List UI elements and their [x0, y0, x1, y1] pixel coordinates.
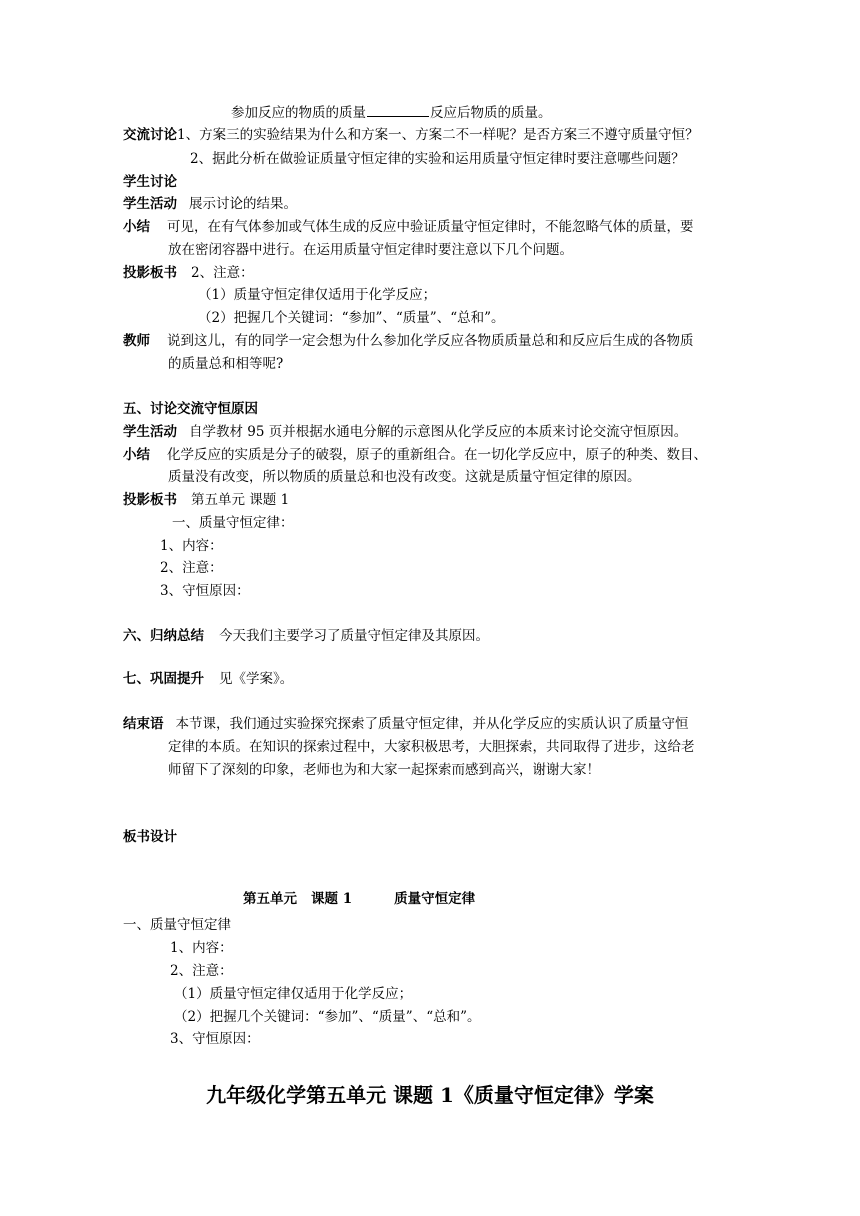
text-line — [123, 715, 689, 733]
text-segment: 化学反应的实质是分子的破裂，原子的重新组合。在一切化学反应中，原子的种类、数目、 — [167, 447, 707, 463]
text-line — [123, 126, 699, 144]
text-line: （2）把握几个关键词：“参加”、“质量”、“总和”。 — [198, 310, 505, 326]
board-topic: 质量守恒定律 — [394, 891, 476, 907]
text-line: 质量没有改变，所以物质的质量总和也没有改变。这就是质量守恒定律的原因。 — [168, 469, 641, 485]
text-line — [123, 218, 694, 236]
board-lesson: 课题 1 — [311, 891, 353, 907]
text-line — [123, 491, 289, 509]
text-segment: 第五单元 课题 1 — [191, 492, 290, 508]
section-heading: 七、巩固提升 — [123, 671, 204, 687]
text-segment: 自学教材 95 页并根据水通电分解的示意图从化学反应的本质来讨论交流守恒原因。 — [189, 424, 688, 440]
board-heading — [243, 890, 475, 908]
board-line: 1、内容： — [170, 940, 233, 956]
text-segment: 参加反应的物质的质量 — [231, 105, 366, 121]
text-line: （1）质量守恒定律仅适用于化学反应； — [198, 287, 437, 303]
text-line: 一、质量守恒定律： — [172, 515, 294, 531]
section-label: 小结 — [123, 219, 150, 235]
text-line — [123, 195, 297, 213]
text-segment: 可见，在有气体参加或气体生成的反应中验证质量守恒定律时，不能忽略气体的质量，要 — [167, 219, 694, 235]
section-label: 结束语 — [123, 716, 164, 732]
text-segment: 反应后物质的质量。 — [430, 105, 552, 121]
text-line — [231, 103, 552, 122]
fill-blank — [367, 103, 429, 117]
board-line: 2、注意： — [170, 963, 233, 979]
section-label: 教师 — [123, 333, 150, 349]
text-line — [123, 627, 489, 645]
text-line: 的质量总和相等呢? — [168, 356, 284, 372]
text-segment: 说到这儿，有的同学一定会想为什么参加化学反应各物质质量总和和反应后生成的各物质 — [167, 333, 694, 349]
text-line: 3、守恒原因： — [160, 583, 250, 599]
board-line: （1）质量守恒定律仅适用于化学反应； — [174, 986, 413, 1002]
text-line — [123, 332, 694, 350]
board-unit: 第五单元 — [243, 891, 297, 907]
section-label: 学生活动 — [123, 196, 177, 212]
text-line: 1、内容： — [160, 538, 223, 554]
section-label: 投影板书 — [123, 492, 177, 508]
board-line: 一、质量守恒定律 — [123, 917, 231, 933]
section-label: 学生活动 — [123, 424, 177, 440]
text-line: 2、注意： — [160, 560, 223, 576]
section-heading: 五、讨论交流守恒原因 — [123, 401, 258, 417]
text-segment: 今天我们主要学习了质量守恒定律及其原因。 — [219, 628, 489, 644]
document-title: 九年级化学第五单元 课题 1《质量守恒定律》学案 — [206, 1083, 654, 1107]
text-line: 放在密闭容器中进行。在运用质量守恒定律时要注意以下几个问题。 — [168, 242, 573, 258]
board-line: （2）把握几个关键词：“参加”、“质量”、“总和”。 — [174, 1009, 481, 1025]
section-heading: 板书设计 — [123, 829, 177, 845]
text-segment: 1、方案三的实验结果为什么和方案一、方案二不一样呢？是否方案三不遵守质量守恒？ — [177, 127, 699, 143]
text-line — [123, 264, 254, 282]
text-line: 定律的本质。在知识的探索过程中，大家积极思考，大胆探索，共同取得了进步，这给老 — [168, 739, 695, 755]
text-line: 2、据此分析在做验证质量守恒定律的实验和运用质量守恒定律时要注意哪些问题？ — [190, 151, 685, 167]
section-label: 投影板书 — [123, 265, 177, 281]
section-label: 交流讨论 — [123, 127, 177, 143]
section-heading: 六、归纳总结 — [123, 628, 204, 644]
text-line — [123, 423, 687, 441]
text-line — [123, 446, 707, 464]
text-segment: 2、注意： — [191, 265, 254, 281]
text-segment: 本节课，我们通过实验探究探索了质量守恒定律，并从化学反应的实质认识了质量守恒 — [175, 716, 689, 732]
text-segment: 见《学案》。 — [219, 671, 294, 687]
section-label: 小结 — [123, 447, 150, 463]
text-segment: 展示讨论的结果。 — [189, 196, 297, 212]
section-label: 学生讨论 — [123, 174, 177, 190]
text-line — [123, 670, 293, 688]
text-line: 师留下了深刻的印象，老师也为和大家一起探索而感到高兴，谢谢大家！ — [168, 762, 600, 778]
board-line: 3、守恒原因： — [170, 1031, 260, 1047]
